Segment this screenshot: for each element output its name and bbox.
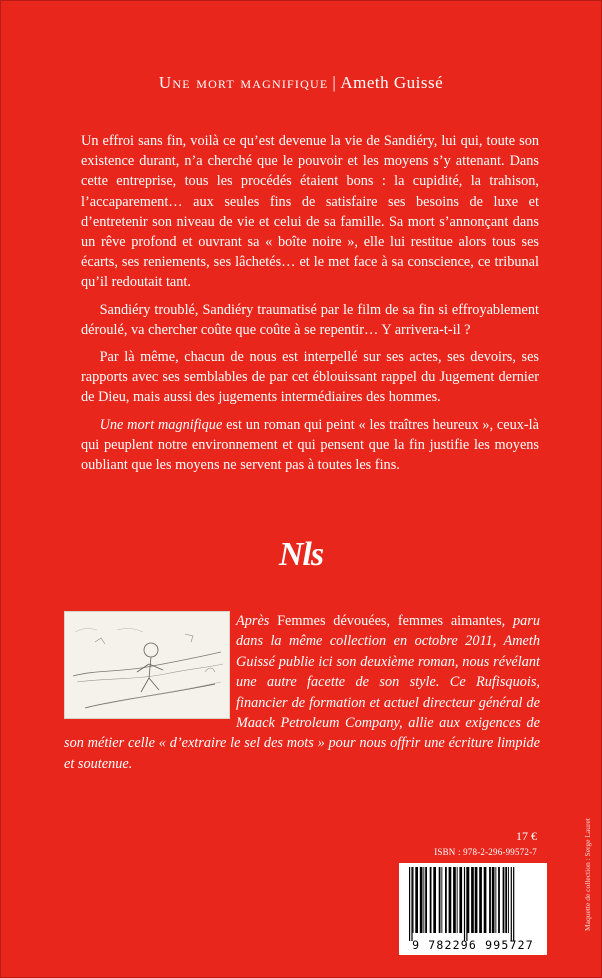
blurb-paragraph-4	[81, 415, 539, 476]
price: 17 €	[516, 829, 537, 843]
barcode-bar	[468, 867, 470, 933]
bio-book-title: Femmes dévouées, femmes aimantes,	[277, 613, 506, 629]
barcode-bar	[492, 867, 495, 933]
barcode-guard-bar	[513, 867, 514, 941]
barcode-digits: 9 782296 995727	[412, 938, 534, 952]
barcode-bar	[503, 867, 505, 933]
barcode-bar	[425, 867, 427, 933]
book-title: Une mort magnifique	[158, 73, 329, 92]
barcode-bar	[433, 867, 436, 933]
barcode-guard-bar	[466, 867, 467, 941]
barcode-bars	[399, 867, 547, 941]
blurb-paragraph-4-text: est un roman qui peint « les traîtres heureux », ceux-là qui peuplent notre environnement et qui pensent que la fin justifie les moyens oubliant que les moyens ne servent pas à toutes les fins.	[81, 416, 539, 474]
barcode-bar	[430, 867, 432, 933]
blurb	[81, 131, 539, 475]
bio-lead: Après	[236, 613, 278, 629]
barcode-bar	[413, 867, 414, 933]
blurb-book-title: Une mort magnifique	[99, 416, 223, 433]
barcode-bar	[508, 867, 509, 933]
barcode-bar	[459, 867, 462, 933]
barcode-bar	[423, 867, 424, 933]
design-credit	[583, 771, 593, 931]
publisher-logo: Nls	[278, 536, 324, 573]
barcode-guard-bar	[411, 867, 412, 941]
bio-image-spacer	[64, 611, 236, 717]
barcode-bar	[498, 867, 500, 933]
blurb-paragraph-3: Par là même, chacun de nous est interpellé sur ses actes, ses devoirs, ses rapports avec ses semblables de par cet éblouissant rappel du Jugement dernier de Dieu, mais aussi des jugements intermédiaires des hommes.	[81, 349, 539, 406]
blurb-paragraph-2: Sandiéry troublé, Sandiéry traumatisé par le film de sa fin si effroyablement déroulé, va chercher coûte que coûte à se repentir… Y arrivera-t-il ?	[81, 301, 539, 338]
bio-text: paru dans la même collection en octobre 2011, Ameth Guissé publie ici son deuxième roman, nous révélant une autre facette de son style. Ce Rufisquois, financier de formation et actuel directeur général de Maack Petroleum Company, allie aux exigences de son métier celle « d’extraire le sel des mots » pour nous offrir une écriture limpide et soutenue.	[64, 613, 540, 772]
cover-header	[1, 73, 601, 93]
author-name: Ameth Guissé	[340, 73, 444, 92]
isbn: ISBN : 978-2-296-99572-7	[434, 847, 537, 857]
barcode-bar	[489, 867, 491, 933]
barcode-bar	[449, 867, 452, 933]
barcode-bar	[471, 867, 474, 933]
barcode-guard-bar	[409, 867, 410, 941]
barcode-bar	[415, 867, 418, 933]
barcode-bar	[479, 867, 482, 933]
author-bio	[64, 611, 540, 774]
title-separator: |	[332, 73, 337, 92]
blurb-paragraph-1: Un effroi sans fin, voilà ce qu’est devenue la vie de Sandiéry, lui qui, toute son existence durant, n’a cherché que le pouvoir et les moyens s’y attenant. Dans cette entreprise, tous les procédés étaient bons : la cupidité, la trahison, l’accaparement… aux seules fins de satisfaire ses besoins de luxe et d’entretenir son niveau de vie et celui de sa famille. Sa mort s’annonçant dans un rêve profond et ouvrant sa « boîte noire », elle lui restitue alors tous ses écarts, ses reniements, ses lâchetés… et le met face à sa conscience, ce tribunal qu’il redoutait tant.	[81, 133, 539, 291]
barcode-bar	[475, 867, 478, 933]
design-credit-text: Maquette de collection : Serge Lauret	[583, 818, 592, 931]
barcode-bar	[495, 867, 496, 933]
barcode-bar	[441, 867, 442, 933]
barcode-bar	[439, 867, 441, 933]
barcode-guard-bar	[511, 867, 512, 941]
barcode-bar	[484, 867, 487, 933]
barcode-bar	[445, 867, 447, 933]
barcode-bar	[453, 867, 456, 933]
barcode-bar	[420, 867, 423, 933]
barcode-bar	[457, 867, 458, 933]
barcode-bar	[505, 867, 507, 933]
barcode-guard-bar	[464, 867, 465, 941]
barcode	[399, 863, 547, 955]
